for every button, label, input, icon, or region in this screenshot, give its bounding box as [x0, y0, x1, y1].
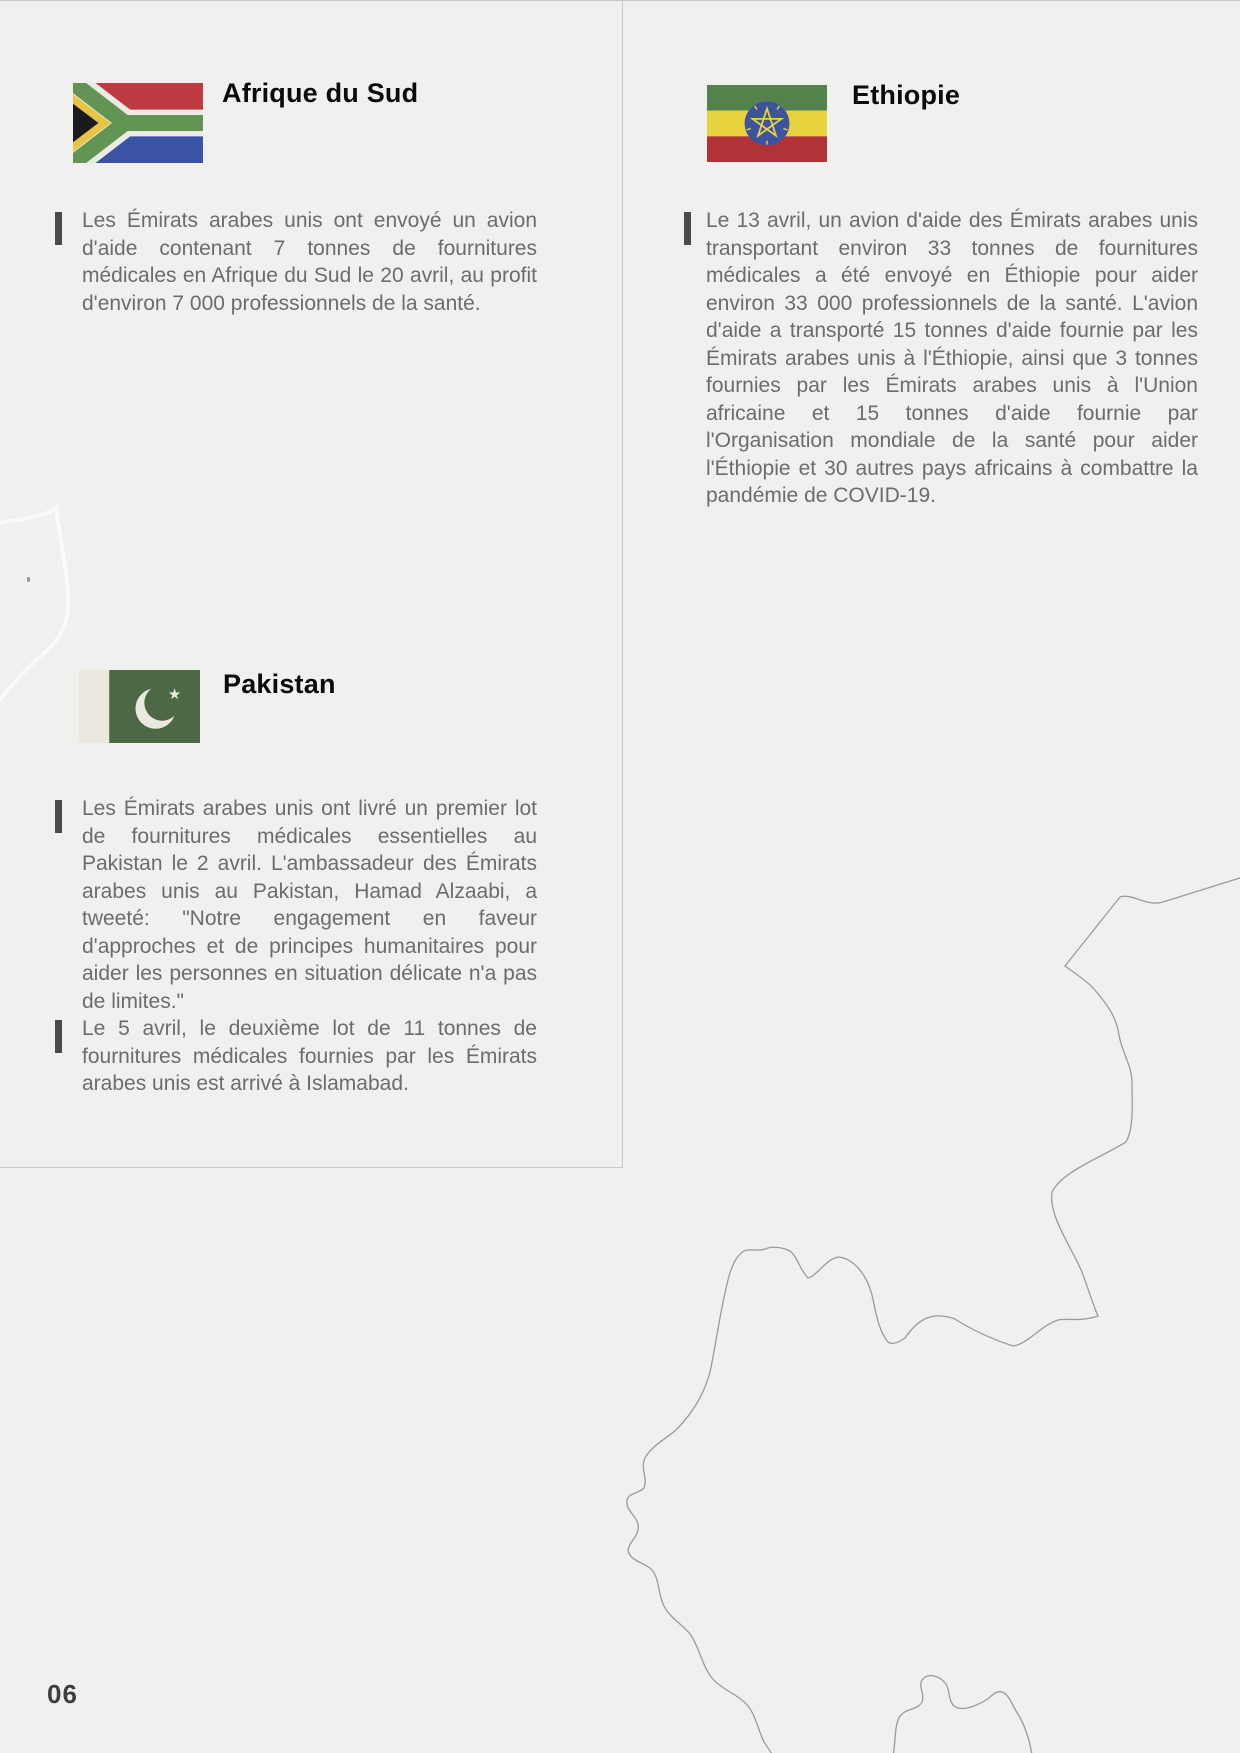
paragraph-text: Les Émirats arabes unis ont livré un premier lot de fournitures médicales essentielles au Pakistan le 2 avril. L'ambassadeur des Émirats arabes unis au Pakistan, Hamad Alzaabi, a tweeté: "Notre engagement en faveur d'approches et de principes humanitaires pour aider les personnes en situation délicate n'a pas de limites."	[82, 797, 537, 1013]
paragraph-text: Le 13 avril, un avion d'aide des Émirats arabes unis transportant environ 33 tonnes de fournitures médicales a été envoyé en Éthiopie pour aider environ 33 000 professionnels de la santé. L'avion d'aide a transporté 15 tonnes d'aide fournie par les Émirats arabes unis à l'Éthiopie, ainsi que 3 tonnes fournies par les Émirats arabes unis à l'Union africaine et 15 tonnes d'aide fournie par l'Organisation mondiale de la santé pour aider l'Éthiopie et 30 autres pays africains à combattre la pandémie de COVID-19.	[706, 209, 1198, 507]
pakistan-map-outline-south	[893, 1676, 1032, 1753]
ink-speck	[27, 577, 30, 582]
paragraph-text: Le 5 avril, le deuxième lot de 11 tonnes de fournitures médicales fournies par les Émirats arabes unis est arrivé à Islamabad.	[82, 1017, 537, 1095]
paragraph	[55, 207, 537, 317]
paragraph-text: Les Émirats arabes unis ont envoyé un avion d'aide contenant 7 tonnes de fournitures médicales en Afrique du Sud le 20 avril, au profit d'environ 7 000 professionnels de la santé.	[82, 209, 537, 315]
row-divider	[0, 0, 1240, 1]
country-outline-watermark	[0, 508, 68, 702]
section-body-ethiopia	[684, 207, 1198, 510]
section-body-pakistan	[55, 795, 537, 1098]
ethiopia-flag-icon	[707, 85, 827, 162]
section-title-south-africa: Afrique du Sud	[222, 78, 419, 108]
paragraph-marker-bar	[55, 212, 62, 245]
paragraph	[55, 795, 537, 1015]
section-title-ethiopia: Ethiopie	[852, 80, 961, 110]
page-number: 06	[47, 1679, 78, 1709]
column-divider	[622, 0, 623, 1168]
south-africa-flag-icon	[73, 83, 203, 163]
section-title-pakistan: Pakistan	[223, 669, 336, 699]
paragraph	[55, 1015, 537, 1098]
pakistan-flag-icon	[79, 670, 200, 743]
paragraph-marker-bar	[684, 212, 691, 245]
pakistan-section-bottom-border	[0, 1167, 623, 1168]
paragraph-marker-bar	[55, 1020, 62, 1053]
section-body-south-africa	[55, 207, 537, 317]
paragraph-marker-bar	[55, 800, 62, 833]
paragraph	[684, 207, 1198, 510]
pakistan-map-outline	[627, 877, 1240, 1753]
